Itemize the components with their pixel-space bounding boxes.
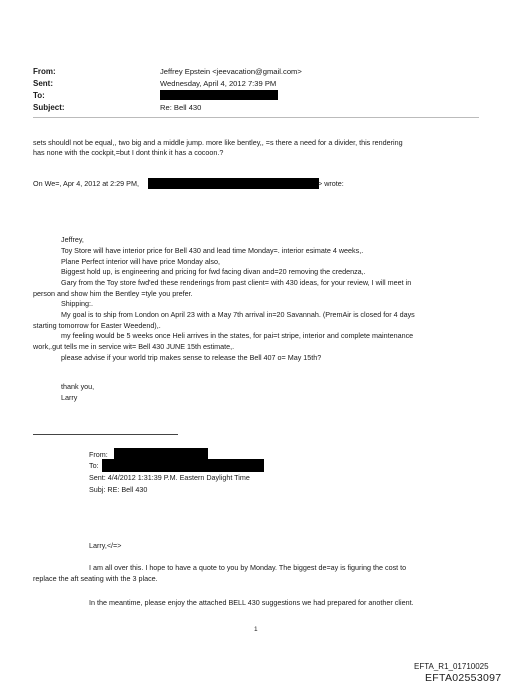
to-label: To: [33,91,45,100]
bates-ref-1: EFTA_R1_01710025 [414,662,489,671]
fwd-para2: In the meantime, please enjoy the attached BELL 430 suggestions we had prepared for another client. [89,598,414,607]
bates-ref-2: EFTA02553097 [425,672,502,684]
fwd-para1-line2: replace the aft seating with the 3 place. [33,574,158,583]
quoted-line-8: starting tomorrow for Easter Weedend),. [33,321,161,330]
quoted-signature: Larry [61,393,78,402]
quote-intro-redaction [148,178,319,189]
fwd-greeting: Larry,</=> [89,541,122,550]
quoted-line-10: work,.gut tells me in service wit= Bell 430 JUNE 15th estimate,. [33,342,235,351]
to-redaction [160,90,278,100]
header-separator [33,117,479,118]
quoted-line-1: Toy Store will have interior price for Bell 430 and lead time Monday=. interior esimate 4 weeks,. [61,246,364,255]
quoted-line-2: Plane Perfect interior will have price Monday also, [61,257,220,266]
fwd-para1-line1: I am all over this. I hope to have a quote to you by Monday. The biggest de=ay is figuring the cost to [89,563,407,572]
page-number: 1 [254,626,258,633]
quoted-line-9: my feeling would be 5 weeks once Heli arrives in the states, for pai=t stripe, interior and complete maintenance [61,331,414,340]
fwd-from-label: From: [89,450,108,459]
quote-intro-start: On We=, Apr 4, 2012 at 2:29 PM, [33,179,139,188]
fwd-sent: Sent: 4/4/2012 1:31:39 P.M. Eastern Daylight Time [89,473,250,482]
reply-line-1: sets shouldl not be equal,, two big and a middle jump. more like bentley,, =s there a need for a divider, this rendering [33,138,403,147]
quoted-greeting: Jeffrey, [61,235,84,244]
quoted-thanks: thank you, [61,382,95,391]
quoted-line-6: Shipping:. [61,299,93,308]
quoted-line-4: Gary from the Toy store fwd'ed these renderings from past client= with 430 ideas, for your review, I will meet in [61,278,412,287]
fwd-to-redaction [102,459,264,472]
fwd-subject: Subj: RE: Bell 430 [89,485,148,494]
fwd-to-label: To: [89,461,99,470]
sent-value: Wednesday, April 4, 2012 7:39 PM [160,79,277,88]
subject-label: Subject: [33,103,65,112]
quoted-line-5: person and show him the Bentley =tyle you prefer. [33,289,193,298]
sent-label: Sent: [33,79,53,88]
reply-line-2: has none with the cockpit,=but I dont think it has a cocoon.? [33,148,224,157]
from-value: Jeffrey Epstein <jeevacation@gmail.com> [160,67,302,76]
from-label: From: [33,67,56,76]
signature-divider [33,434,178,435]
quote-intro-end: > wrote: [318,179,344,188]
subject-value: Re: Bell 430 [160,103,202,112]
quoted-line-3: Biggest hold up, is engineering and pricing for fwd facing divan and=20 removing the credenza,. [61,267,366,276]
quoted-line-7: My goal is to ship from London on April 23 with a May 7th arrival in=20 Savannah. (PremAir is closed for 4 days [61,310,415,319]
quoted-line-11: please advise if your world trip makes sense to release the Bell 407 o= May 15th? [61,353,322,362]
